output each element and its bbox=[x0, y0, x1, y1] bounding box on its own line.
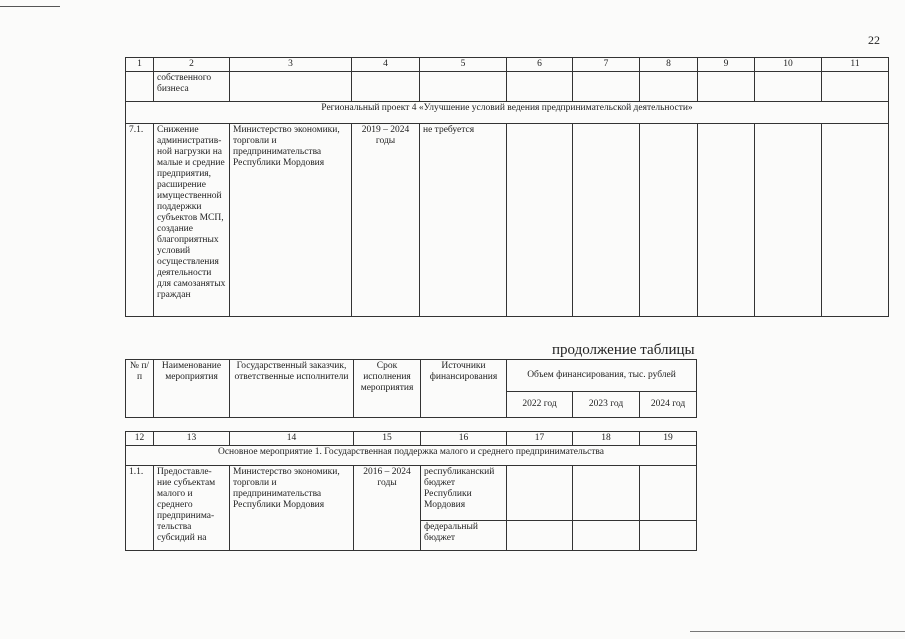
scan-artifact-line bbox=[690, 631, 905, 632]
continuation-caption: продолжение таблицы bbox=[552, 342, 695, 358]
column-number: 1 bbox=[126, 58, 154, 72]
funding-source: республиканский бюджет Республики Мордовия bbox=[421, 466, 507, 521]
column-header-sources: Источники финансирования bbox=[421, 360, 507, 418]
continuation-text: собственного бизнеса bbox=[154, 72, 230, 102]
executor: Министерство экономики, торговли и предпринимательства Республики Мордовия bbox=[230, 466, 354, 551]
column-header-number: № п/п bbox=[126, 360, 154, 418]
column-number: 18 bbox=[573, 432, 640, 446]
measure-name: Снижение административ-ной нагрузки на малые и средние предприятия, расширение имущественной поддержки субъектов МСП, создание благоприятных условий осуществления деятельности для самозанятых граждан bbox=[154, 124, 230, 317]
column-number: 14 bbox=[230, 432, 354, 446]
column-number: 4 bbox=[352, 58, 420, 72]
table-row bbox=[126, 124, 889, 317]
column-header-volume: Объем финансирования, тыс. рублей bbox=[507, 360, 697, 392]
executor: Министерство экономики, торговли и предпринимательства Республики Мордовия bbox=[230, 124, 352, 317]
table-row bbox=[126, 466, 697, 521]
column-number: 8 bbox=[640, 58, 698, 72]
column-number-row bbox=[126, 58, 889, 72]
column-number: 19 bbox=[640, 432, 697, 446]
column-number: 3 bbox=[230, 58, 352, 72]
column-number: 6 bbox=[507, 58, 573, 72]
funding-source: федеральный бюджет bbox=[421, 521, 507, 551]
column-number: 15 bbox=[354, 432, 421, 446]
column-number: 10 bbox=[755, 58, 822, 72]
section-title: Региональный проект 4 «Улучшение условий ведения предпринимательской деятельности» bbox=[126, 102, 889, 124]
section-row bbox=[126, 446, 697, 466]
period: 2019 – 2024 годы bbox=[352, 124, 420, 317]
top-table bbox=[125, 57, 889, 317]
row-id: 7.1. bbox=[126, 124, 154, 317]
column-number-row bbox=[126, 432, 697, 446]
column-number: 5 bbox=[420, 58, 507, 72]
column-number: 7 bbox=[573, 58, 640, 72]
funding-source: не требуется bbox=[420, 124, 507, 317]
column-number: 12 bbox=[126, 432, 154, 446]
column-number: 16 bbox=[421, 432, 507, 446]
page-number: 22 bbox=[868, 33, 880, 47]
column-header-period: Срок исполнения мероприятия bbox=[354, 360, 421, 418]
period: 2016 – 2024 годы bbox=[354, 466, 421, 551]
column-header-customer: Государственный заказчик, ответственные исполнители bbox=[230, 360, 354, 418]
row-id: 1.1. bbox=[126, 466, 154, 551]
column-number: 2 bbox=[154, 58, 230, 72]
bottom-table bbox=[125, 431, 697, 551]
table-row bbox=[126, 72, 889, 102]
year-header: 2022 год bbox=[507, 392, 573, 418]
header-table bbox=[125, 359, 697, 418]
year-header: 2023 год bbox=[573, 392, 640, 418]
column-number: 9 bbox=[698, 58, 755, 72]
year-header: 2024 год bbox=[640, 392, 697, 418]
column-number: 13 bbox=[154, 432, 230, 446]
column-header-name: Наименование мероприятия bbox=[154, 360, 230, 418]
section-row bbox=[126, 102, 889, 124]
column-number: 11 bbox=[822, 58, 889, 72]
measure-name: Предоставле-ние субъектам малого и среднего предпринима-тельства субсидий на bbox=[154, 466, 230, 551]
column-number: 17 bbox=[507, 432, 573, 446]
section-title: Основное мероприятие 1. Государственная поддержка малого и среднего предпринимательства bbox=[126, 446, 697, 466]
scan-artifact-line bbox=[0, 6, 60, 7]
